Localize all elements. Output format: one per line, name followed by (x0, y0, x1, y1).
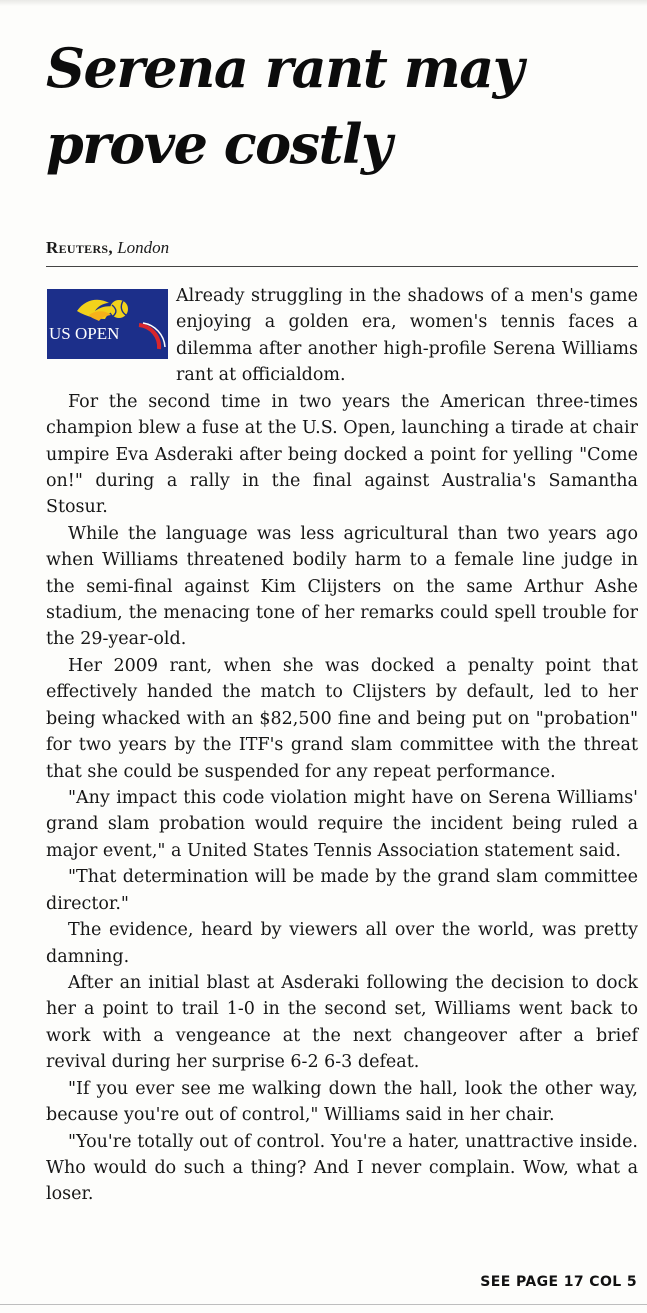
article-body (46, 283, 638, 1208)
paragraph: "You're totally out of control. You're a hater, unattractive inside. Who would do such a thing? And I never complain. Wow, what a loser. (46, 1131, 638, 1205)
byline (46, 238, 169, 258)
paragraph: "That determination will be made by the grand slam committee director." (46, 867, 638, 914)
continuation-note: SEE PAGE 17 COL 5 (480, 1274, 637, 1290)
paragraph: While the language was less agricultural than two years ago when Williams threatened bodily harm to a female line judge in the semi-final against Kim Clijsters on the same Arthur Ashe stadium, the menacing tone of her remarks could spell trouble for the 29-year-old. (46, 523, 638, 650)
paragraph: For the second time in two years the American three-times champion blew a fuse at the U.S. Open, launching a tirade at chair umpire Eva Asderaki after being docked a point for yelling "Come on!" during a rally in the final against Australia's Samantha Stosur. (46, 391, 638, 518)
paragraph: "Any impact this code violation might have on Serena Williams' grand slam probation would require the incident being ruled a major event," a United States Tennis Association statement said. (46, 788, 638, 861)
byline-agency: Reuters, (46, 238, 113, 257)
byline-location: London (117, 238, 170, 257)
paragraph: Already struggling in the shadows of a men's game enjoying a golden era, women's tennis faces a dilemma after another high-profile Serena Williams rant at officialdom. (176, 286, 638, 386)
bottom-edge (0, 1304, 647, 1305)
paragraph: "If you ever see me walking down the hall, look the other way, because you're out of control," Williams said in her chair. (46, 1078, 638, 1126)
top-edge (0, 0, 647, 6)
logo-text: US OPEN (49, 324, 120, 343)
paragraph: Her 2009 rant, when she was docked a penalty point that effectively handed the match to Clijsters by default, led to her being whacked with an $82,500 fine and being put on "probation" for two years by the ITF's grand slam committee with the threat that she could be suspended for any repeat performance. (46, 655, 638, 782)
headline: Serena rant may prove costly (46, 36, 523, 176)
paragraph: After an initial blast at Asderaki following the decision to dock her a point to trail 1-0 in the second set, Williams went back to work with a vengeance at the next changeover after a brief revival during her surprise 6-2 6-3 defeat. (46, 972, 638, 1073)
logo-spacer (46, 283, 176, 363)
paragraph: The evidence, heard by viewers all over the world, was pretty damning. (46, 920, 638, 967)
byline-divider (46, 266, 638, 267)
